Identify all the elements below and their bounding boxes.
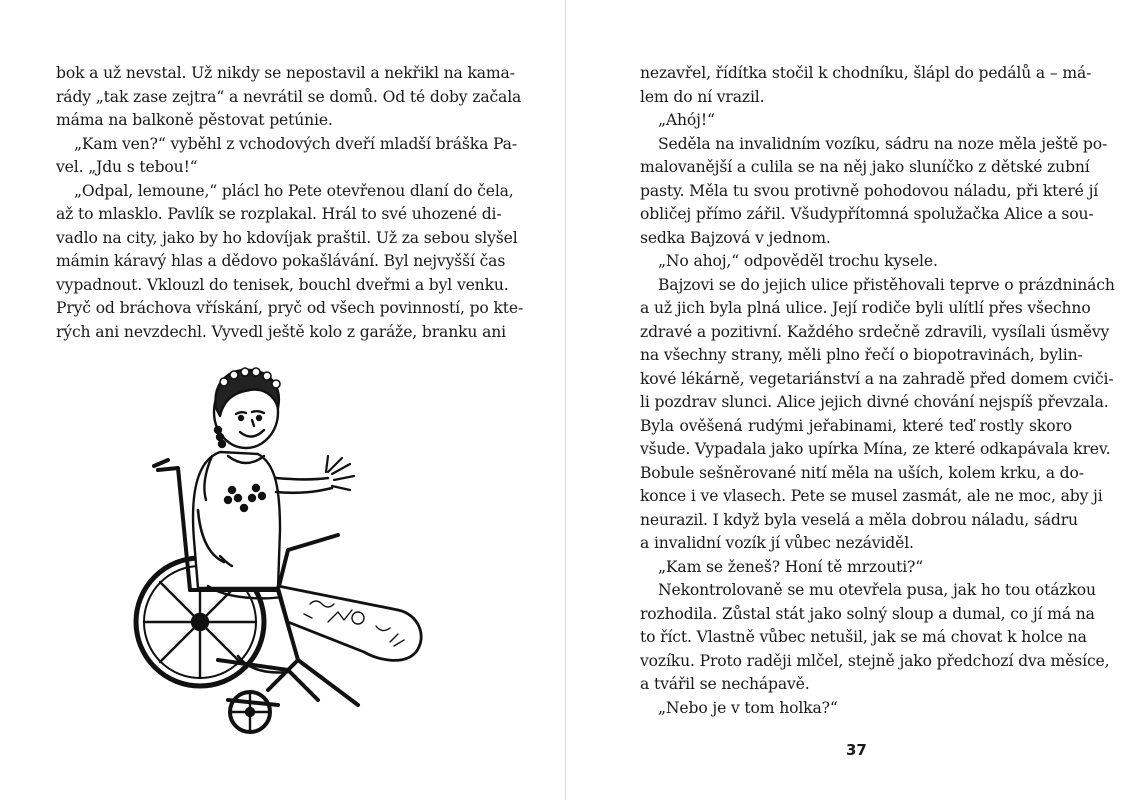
girl-in-wheelchair-illustration — [128, 360, 448, 740]
right-text-line: kové lékárně, vegetariánství a na zahradě před domem cviči- — [640, 369, 1114, 388]
right-text-line: pasty. Měla tu svou protivně pohodovou náladu, při které jí — [640, 181, 1099, 200]
right-text-line: konce i ve vlasech. Pete se musel zasmát, ale ne moc, aby ji — [640, 487, 1103, 505]
left-page-text — [56, 62, 524, 344]
right-text-line: lem do ní vrazil. — [640, 87, 765, 106]
right-text-line: to říct. Vlastně vůbec netušil, jak se má chovat k holce na — [640, 628, 1087, 646]
right-text-line: všude. Vypadala jako upírka Mína, ze které odkapávala krev. — [640, 440, 1111, 458]
left-text-line: „Kam ven?“ vyběhl z vchodových dveří mladší bráška Pa- — [74, 134, 517, 153]
right-text-line: „Nebo je v tom holka?“ — [658, 698, 838, 717]
left-text-line: mámin káravý hlas a dědovo pokašlávání. Byl nejvyšší čas — [56, 252, 506, 270]
right-text-line: neurazil. I když byla veselá a měla dobrou náladu, sádru — [640, 510, 1078, 529]
left-text-line: vadlo na city, jako by ho kdovíjak praštil. Už za sebou slyšel — [56, 228, 518, 247]
right-text-line: Byla ověšená rudými jeřabinami, které teď rostly skoro — [640, 416, 1072, 435]
right-text-line: rozhodila. Zůstal stát jako solný sloup a dumal, co jí má na — [640, 604, 1095, 623]
right-text-line: obličej přímo zářil. Všudypřítomná spolužačka Alice a sou- — [640, 205, 1094, 223]
right-text-line: na všechny strany, měli plno řečí o biopotravinách, bylin- — [640, 346, 1083, 364]
left-text-line: „Odpal, lemoune,“ plácl ho Pete otevřenou dlaní do čela, — [74, 181, 514, 200]
right-page-text — [640, 62, 1115, 720]
right-text-line: „Kam se ženeš? Honí tě mrzouti?“ — [658, 557, 924, 576]
right-text-line: Bajzovi se do jejich ulice přistěhovali teprve o prázdninách — [658, 275, 1115, 294]
right-text-line: sedka Bajzová v jednom. — [640, 228, 831, 247]
left-text-line: Pryč od bráchova vřískání, pryč od všech povinností, po kte- — [56, 299, 524, 317]
left-text-line: vypadnout. Vklouzl do tenisek, bouchl dveřmi a byl venku. — [56, 275, 509, 294]
left-text-line: až to mlasklo. Pavlík se rozplakal. Hrál to své uhozené di- — [56, 205, 502, 223]
left-text-line: bok a už nevstal. Už nikdy se nepostavil a nekřikl na kama- — [56, 64, 515, 82]
girl-figure — [193, 368, 421, 672]
right-text-line: nezavřel, řídítka stočil k chodníku, šlápl do pedálů a – má- — [640, 64, 1092, 82]
right-text-line: a už jich byla plná ulice. Její rodiče byli ulítlí přes všechno — [640, 299, 1091, 317]
right-text-line: zdravé a pozitivní. Každého srdečně zdravili, vysílali úsměvy — [640, 322, 1110, 341]
right-text-line: li pozdrav slunci. Alice jejich divné chování nejspíš převzala. — [640, 393, 1109, 411]
right-text-line: „No ahoj,“ odpověděl trochu kysele. — [658, 252, 938, 270]
right-text-line: a tvářil se nechápavě. — [640, 675, 810, 693]
left-text-line: rády „tak zase zejtra“ a nevrátil se domů. Od té doby začala — [56, 87, 522, 106]
left-text-line: vel. „Jdu s tebou!“ — [56, 158, 198, 176]
right-text-line: malovanější a culila se na něj jako sluníčko z dětské zubní — [640, 158, 1090, 176]
page-number: 37 — [846, 741, 867, 759]
wheelchair-front-wheel — [230, 692, 270, 732]
left-text-line: rých ani nevzdechl. Vyvedl ještě kolo z garáže, branku ani — [56, 322, 506, 341]
right-text-line: Bobule sešněrované nití měla na uších, kolem krku, a do- — [640, 463, 1084, 482]
right-text-line: vozíku. Proto raději mlčel, stejně jako předchozí dva měsíce, — [640, 651, 1110, 670]
right-text-line: „Ahój!“ — [658, 111, 715, 129]
right-text-line: a invalidní vozík jí vůbec nezáviděl. — [640, 534, 914, 552]
left-text-line: máma na balkoně pěstovat petúnie. — [56, 111, 333, 129]
right-text-line: Seděla na invalidním vozíku, sádru na noze měla ještě po- — [658, 134, 1108, 153]
right-text-line: Nekontrolovaně se mu otevřela pusa, jak ho tou otázkou — [658, 581, 1096, 599]
